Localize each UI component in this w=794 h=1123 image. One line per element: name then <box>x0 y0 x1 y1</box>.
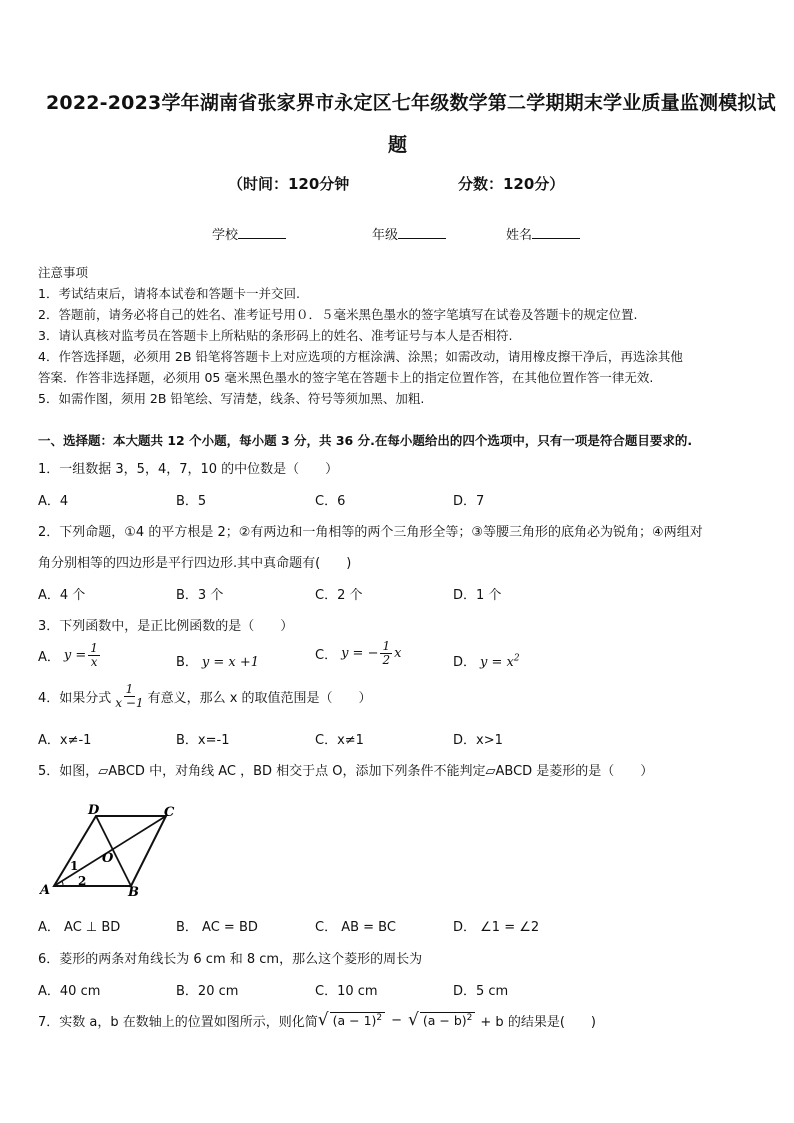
note-item-3: 3．请认真核对监考员在答题卡上所粘贴的条形码上的姓名、准考证号与本人是否相符. <box>38 328 513 343</box>
section-1-heading: 一、选择题：本大题共 12 个小题，每小题 3 分，共 36 分.在每小题给出的四个选项中，只有一项是符合题目要求的. <box>38 433 693 448</box>
q7-radicand-2-exp: 2 <box>466 1012 473 1023</box>
q3-option-b[interactable] <box>176 651 259 670</box>
q7-minus: − <box>391 1012 403 1028</box>
q4-numerator: 1 <box>125 682 134 696</box>
q7-radicand-2-text: (a − b) <box>422 1013 467 1029</box>
q4-stem <box>38 683 372 710</box>
sqrt-icon-2: √ <box>408 1010 419 1030</box>
center-o-label: O <box>102 851 114 866</box>
q3-option-d-exponent: 2 <box>513 653 520 664</box>
q3-option-c-var: x <box>394 646 402 661</box>
q3-option-c-lhs: y = − <box>341 646 379 661</box>
q1-stem: 1．一组数据 3，5，4，7，10 的中位数是（ ） <box>38 462 339 477</box>
q7-stem <box>38 1010 596 1030</box>
note-item-4-cont: 答案．作答非选择题，必须用 05 毫米黑色墨水的签字笔在答题卡上的指定位置作答，在其他位置作答一律无效. <box>38 370 654 385</box>
q3-option-a-lhs: y = <box>63 648 87 663</box>
note-item-4: 4．作答选择题，必须用 2B 铅笔将答题卡上对应选项的方框涂满、涂黑；如需改动，请用橡皮擦干净后，再选涂其他 <box>38 349 683 364</box>
vertex-b-label: B <box>128 885 139 896</box>
q3-option-a[interactable] <box>38 642 102 669</box>
q2-stem-line2: 角分别相等的四边形是平行四边形.其中真命题有( ) <box>38 556 352 571</box>
note-item-1: 1．考试结束后，请将本试卷和答题卡一并交回. <box>38 286 300 301</box>
q1-option-b[interactable]: B．5 <box>176 494 207 509</box>
q3-option-c-fraction <box>380 640 392 667</box>
q4-option-b[interactable]: B．x=-1 <box>176 733 230 748</box>
q5-stem: 5．如图，▱ABCD 中，对角线 AC ，BD 相交于点 O，添加下列条件不能判定▱ABCD 是菱形的是（ ） <box>38 764 654 779</box>
q7-radicand-2 <box>420 1012 476 1028</box>
grade-blank[interactable] <box>398 226 446 239</box>
q2-option-b[interactable]: B．3 个 <box>176 588 224 603</box>
q2-option-a[interactable]: A．4 个 <box>38 588 86 603</box>
note-item-5: 5．如需作图，须用 2B 铅笔绘、写清楚，线条、符号等须加黑、加粗. <box>38 391 425 406</box>
q3-stem: 3．下列函数中，是正比例函数的是（ ） <box>38 619 294 634</box>
q3-a-numerator: 1 <box>90 641 98 655</box>
sqrt-icon-1: √ <box>317 1010 329 1030</box>
q1-option-c[interactable]: C．6 <box>315 494 346 509</box>
q2-option-d[interactable]: D．1 个 <box>453 588 502 603</box>
q6-option-a[interactable]: A．40 cm <box>38 984 101 999</box>
q3-a-denominator: x <box>90 655 98 669</box>
q3-option-b-expr: y = x +1 <box>201 655 260 670</box>
exam-title-line2: 题 <box>388 134 408 156</box>
q3-c-numerator: 1 <box>382 639 391 653</box>
exam-score: 分数：120分） <box>458 175 565 193</box>
q3-option-b-label: B． <box>176 655 198 670</box>
q7-radicand-1-exp: 2 <box>376 1012 383 1023</box>
q1-option-d[interactable]: D．7 <box>453 494 485 509</box>
q3-option-d-label: D． <box>453 655 477 670</box>
q7-radicand-1-text: (a − 1) <box>332 1013 377 1029</box>
q6-option-c[interactable]: C．10 cm <box>315 984 378 999</box>
q6-option-d[interactable]: D．5 cm <box>453 984 509 999</box>
school-label: 学校 <box>212 228 239 243</box>
grade-field <box>372 224 446 243</box>
name-label: 姓名 <box>506 228 533 243</box>
grade-label: 年级 <box>372 228 399 243</box>
exam-time: （时间：120分钟 <box>228 175 350 193</box>
q4-option-c[interactable]: C．x≠1 <box>315 733 364 748</box>
q4-stem-post: 有意义，那么 x 的取值范围是（ ） <box>147 691 372 706</box>
angle-2-label: 2 <box>78 874 87 888</box>
q3-option-c[interactable] <box>315 640 401 667</box>
q4-denominator: x −1 <box>115 696 144 710</box>
q7-stem-pre: 7．实数 a，b 在数轴上的位置如图所示，则化简 <box>38 1014 318 1030</box>
q7-radicand-1 <box>330 1012 386 1028</box>
q2-option-c[interactable]: C．2 个 <box>315 588 363 603</box>
q3-option-d[interactable] <box>453 651 520 670</box>
q4-fraction <box>113 683 145 710</box>
q6-stem: 6．菱形的两条对角线长为 6 cm 和 8 cm，那么这个菱形的周长为 <box>38 952 423 967</box>
q3-option-d-expr: y = x <box>480 655 514 670</box>
exam-title-line1: 2022-2023学年湖南省张家界市永定区七年级数学第二学期期末学业质量监测模拟试 <box>46 92 776 114</box>
q5-option-c[interactable]: C． AB = BC <box>315 920 396 935</box>
name-field <box>506 224 580 243</box>
q6-option-b[interactable]: B．20 cm <box>176 984 239 999</box>
q3-option-c-label: C． <box>315 648 338 663</box>
note-item-2: 2．答题前，请务必将自己的姓名、准考证号用０．５毫米黑色墨水的签字笔填写在试卷及答题卡的规定位置. <box>38 307 638 322</box>
vertex-a-label: A <box>40 883 51 896</box>
q4-option-d[interactable]: D．x>1 <box>453 733 503 748</box>
q3-option-a-fraction <box>88 642 100 669</box>
q4-option-a[interactable]: A．x≠-1 <box>38 733 92 748</box>
q7-stem-post: + b 的结果是( ) <box>480 1014 596 1030</box>
q2-stem-line1: 2．下列命题，①4 的平方根是 2；②有两边和一角相等的两个三角形全等；③等腰三角形的底角必为锐角；④两组对 <box>38 525 703 540</box>
q5-option-a[interactable]: A． AC ⊥ BD <box>38 920 121 935</box>
q4-stem-pre: 4．如果分式 <box>38 691 112 706</box>
angle-1-label: 1 <box>70 859 79 873</box>
q3-c-denominator: 2 <box>382 653 391 667</box>
name-blank[interactable] <box>532 226 580 239</box>
vertex-d-label: D <box>88 803 100 818</box>
parallelogram-figure <box>36 800 186 896</box>
school-blank[interactable] <box>238 226 286 239</box>
school-field <box>212 224 286 243</box>
q5-option-b[interactable]: B． AC = BD <box>176 920 258 935</box>
vertex-c-label: C <box>164 805 175 820</box>
q3-option-a-label: A． <box>38 650 60 665</box>
q5-option-d[interactable]: D． ∠1 = ∠2 <box>453 920 540 935</box>
notes-heading: 注意事项 <box>38 265 89 280</box>
q1-option-a[interactable]: A．4 <box>38 494 69 509</box>
